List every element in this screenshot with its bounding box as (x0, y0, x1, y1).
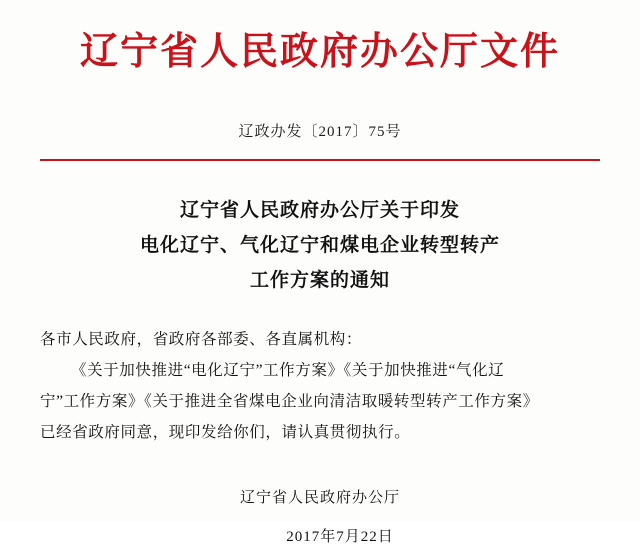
document-number: 辽政办发〔2017〕75号 (238, 123, 402, 140)
document-title (40, 193, 600, 298)
masthead (40, 30, 600, 76)
red-divider-rule (40, 159, 600, 161)
issue-date: 2017年7月22日 (286, 529, 394, 546)
issuing-authority-signature: 辽宁省人民政府办公厅 (239, 490, 400, 507)
paragraph-line-2: 宁”工作方案》《关于推进全省煤电企业向清洁取暖转型转产工作方案》 (40, 393, 539, 411)
paragraph-line-3: 已经省政府同意，现印发给你们，请认真贯彻执行。 (40, 424, 411, 442)
document-body (40, 14, 600, 546)
salutation: 各市人民政府，省政府各部委、各直属机构： (40, 331, 363, 349)
title-line-3: 工作方案的通知 (249, 269, 390, 291)
masthead-title: 辽宁省人民政府办公厅文件 (79, 31, 560, 73)
title-line-2: 电化辽宁、气化辽宁和煤电企业转型转产 (139, 234, 500, 256)
title-line-1: 辽宁省人民政府办公厅关于印发 (179, 199, 460, 221)
paragraph-line-1: 《关于加快推进“电化辽宁”工作方案》《关于加快推进“气化辽 (71, 362, 505, 380)
document-content (40, 324, 600, 448)
